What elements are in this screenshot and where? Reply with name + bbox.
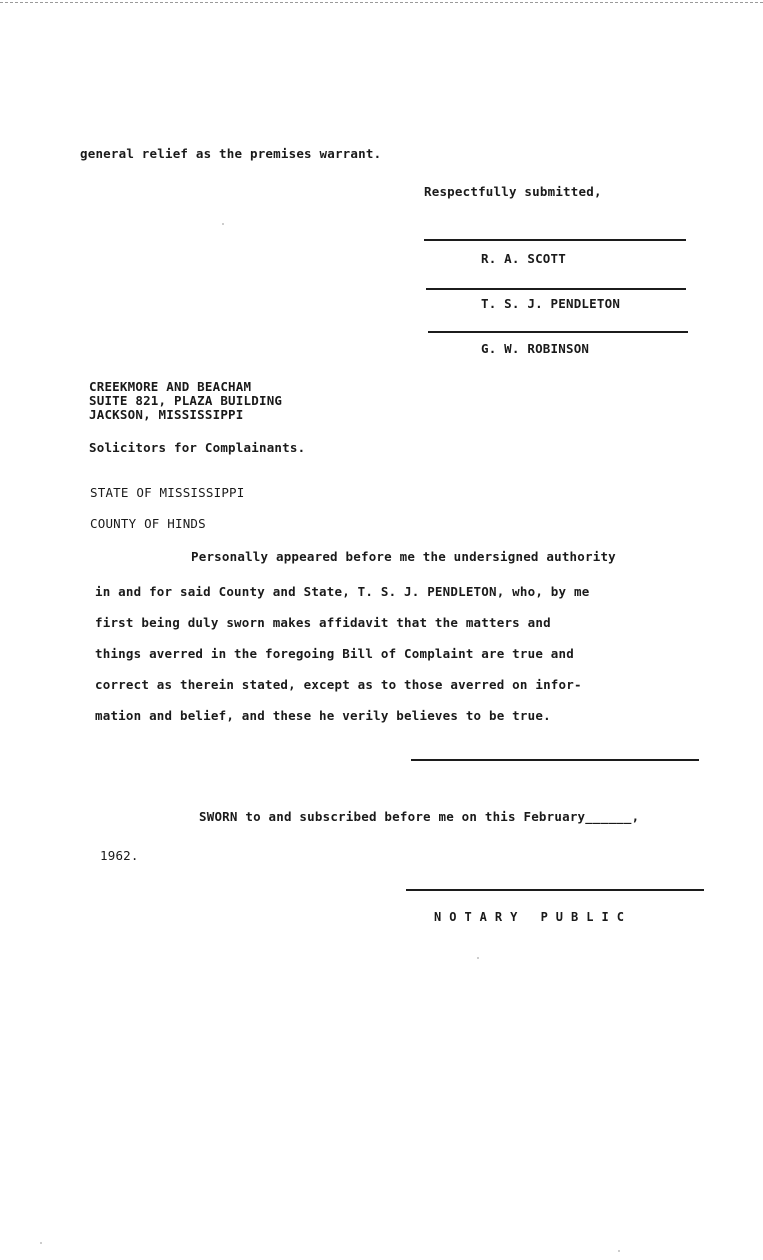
- signature-line-2: [426, 288, 686, 290]
- affidavit-line-1: Personally appeared before me the undersigned authority: [191, 549, 616, 564]
- signatory-1: R. A. SCOTT: [481, 251, 566, 266]
- affidavit-line-5: correct as therein stated, except as to those averred on infor-: [95, 677, 582, 692]
- paper-speck: [477, 957, 479, 959]
- venue-county: COUNTY OF HINDS: [90, 516, 206, 531]
- signature-line-3: [428, 331, 688, 333]
- paper-speck: [222, 223, 224, 225]
- affidavit-line-2: in and for said County and State, T. S. J. PENDLETON, who, by me: [95, 584, 590, 599]
- notary-public-label: NOTARY PUBLIC: [434, 910, 632, 924]
- paper-speck: [618, 1250, 620, 1252]
- opening-line: general relief as the premises warrant.: [80, 146, 382, 161]
- jurat-year: 1962.: [100, 848, 139, 863]
- page-top-edge: [0, 2, 763, 3]
- signatory-3: G. W. ROBINSON: [481, 341, 590, 356]
- affidavit-line-3: first being duly sworn makes affidavit that the matters and: [95, 615, 551, 630]
- affidavit-line-6: mation and belief, and these he verily believes to be true.: [95, 708, 551, 723]
- solicitor-firm: CREEKMORE AND BEACHAM: [89, 379, 252, 394]
- solicitor-city: JACKSON, MISSISSIPPI: [89, 407, 244, 422]
- signature-line-1: [424, 239, 686, 241]
- jurat-sworn-line: SWORN to and subscribed before me on this February______,: [199, 809, 640, 824]
- affiant-signature-line: [411, 759, 699, 761]
- signatory-2: T. S. J. PENDLETON: [481, 296, 621, 311]
- solicitor-role: Solicitors for Complainants.: [89, 440, 306, 455]
- affidavit-line-4: things averred in the foregoing Bill of Complaint are true and: [95, 646, 574, 661]
- paper-speck: [40, 1242, 42, 1244]
- notary-signature-line: [406, 889, 704, 891]
- solicitor-address: SUITE 821, PLAZA BUILDING: [89, 393, 283, 408]
- venue-state: STATE OF MISSISSIPPI: [90, 485, 245, 500]
- closing-salutation: Respectfully submitted,: [424, 184, 602, 199]
